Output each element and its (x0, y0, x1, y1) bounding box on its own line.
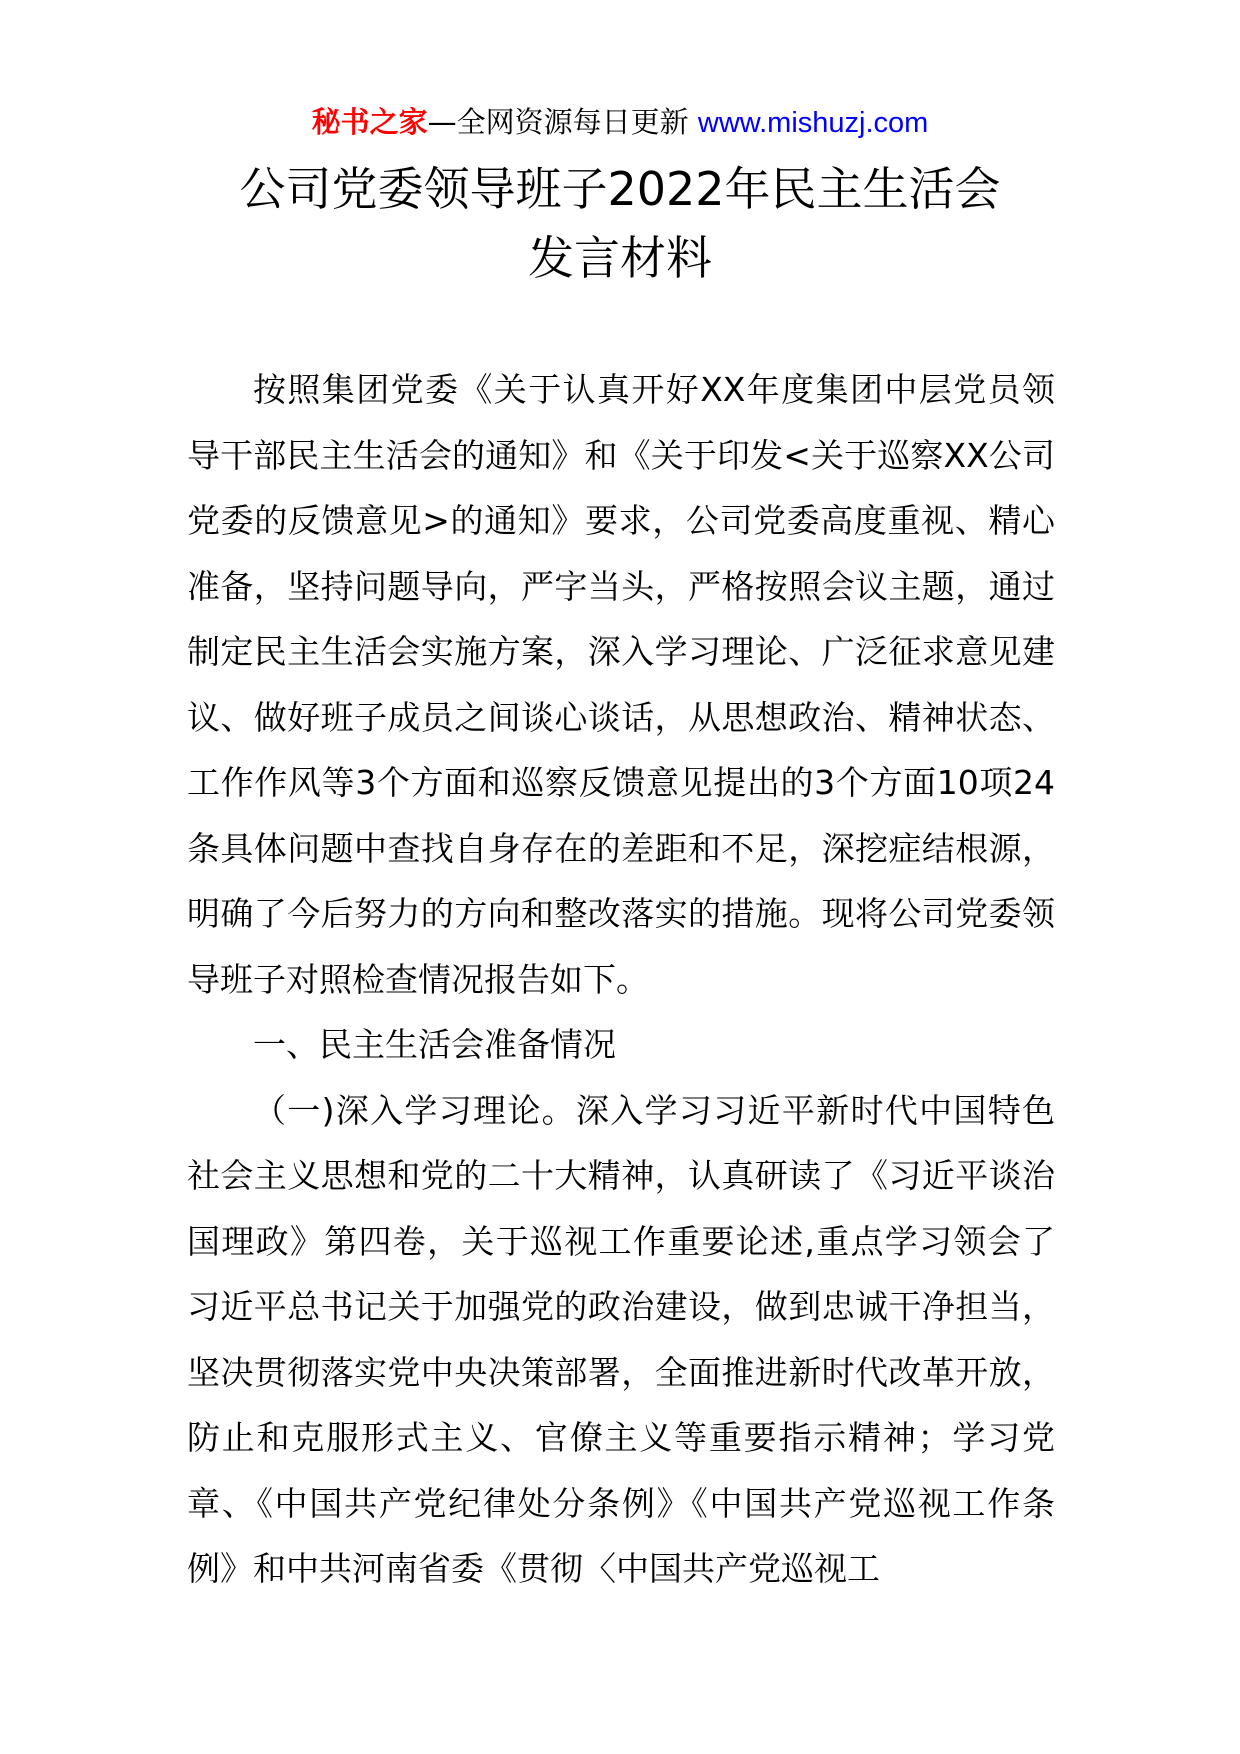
section-heading: 一、民主生活会准备情况 (253, 1025, 616, 1064)
body-paragraph-study: （一)深入学习理论。深入学习习近平新时代中国特色社会主义思想和党的二十大精神，认真研读了《习近平谈治国理政》第四卷，关于巡视工作重要论述,重点学习领会了习近平总书记关于加强党的政治建设，做到忠诚干净担当，坚决贯彻落实党中央决策部署，全面推进新时代改革开放，防止和克服形式主义、官僚主义等重要指示精神；学习党章、《中国共产党纪律处分条例》《中国共产党巡视工作条例》和中共河南省委《贯彻〈中国共产党巡视工 (187, 1090, 1055, 1588)
header-tagline: —全网资源每日更新 (427, 105, 698, 139)
body-paragraph-intro: 按照集团党委《关于认真开好XX年度集团中层党员领导干部民主生活会的通知》和《关于印发<关于巡察XX公司党委的反馈意见>的通知》要求，公司党委高度重视、精心准备，坚持问题导向，严字当头，严格按照会议主题，通过制定民主生活会实施方案，深入学习理论、广泛征求意见建议、做好班子成员之间谈心谈话，从思想政治、精神状态、工作作风等3个方面和巡察反馈意见提出的3个方面10项24条具体问题中查找自身存在的差距和不足，深挖症结根源，明确了今后努力的方向和整改落实的措施。现将公司党委领导班子对照检查情况报告如下。 (187, 370, 1055, 999)
document-title-line-2: 发言材料 (528, 231, 712, 285)
site-url-link[interactable]: www.mishuzj.com (697, 107, 929, 139)
document-body (187, 357, 1055, 1602)
brand-name: 秘书之家 (311, 105, 428, 139)
document-title-line-1: 公司党委领导班子2022年民主生活会 (239, 162, 1001, 216)
site-header (0, 102, 1240, 143)
